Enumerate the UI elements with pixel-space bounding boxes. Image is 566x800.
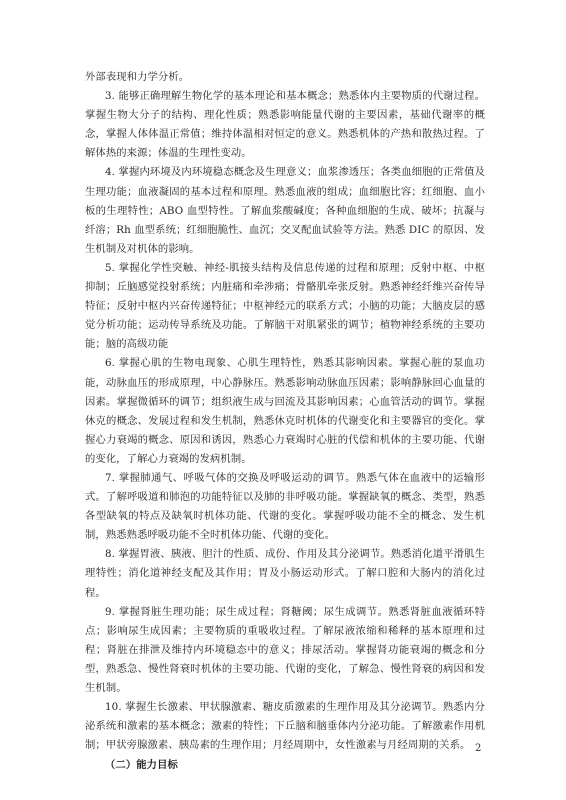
paragraph-item-5: 5. 掌握化学性突触、神经-肌接头结构及信息传递的过程和原理；反射中枢、中枢抑制；丘脑感觉投射系统；内脏痛和牵涉痛；骨骼肌牵张反射。熟悉神经纤维兴奋传导特征；反射中枢内兴奋传递特征；中枢神经元的联系方式；小脑的功能；大脑皮层的感觉分析功能；运动传导系统及功能。了解脑干对肌紧张的调节；植物神经系统的主要功能；脑的高级功能 [85,261,485,351]
paragraph-item-7: 7. 掌握肺通气、呼吸气体的交换及呼吸运动的调节。熟悉气体在血液中的运输形式。了解呼吸道和肺泡的功能特征以及肺的非呼吸功能。掌握缺氧的概念、类型，熟悉各型缺氧的特点及缺氧时机体功能、代谢的变化。掌握呼吸功能不全的概念、发生机制，熟悉熟悉呼吸功能不全时机体功能、代谢的变化。 [85,471,485,542]
page-number: 2 [475,743,482,754]
paragraph-item-10: 10. 掌握生长激素、甲状腺激素、糖皮质激素的生理作用及其分泌调节。熟悉内分泌系统和激素的基本概念；激素的特性；下丘脑和脑垂体内分泌功能。了解激素作用机制；甲状旁腺激素、胰岛素的生理作用；月经周期中，女性激素与月经周期的关系。 [85,701,485,752]
paragraph-item-6: 6. 掌握心肌的生物电现象、心肌生理特性，熟悉其影响因素。掌握心脏的泵血功能，动脉血压的形成原理，中心静脉压。熟悉影响动脉血压因素；影响静脉回心血量的因素。掌握微循环的调节；组织液生成与回流及其影响因素；心血管活动的调节。掌握休克的概念、发展过程和发生机制，熟悉休克时机体的代谢变化和主要器官的变化。掌握心力衰竭的概念、原因和诱因，熟悉心力衰竭时心脏的代偿和机体的主要功能、代谢的变化，了解心力衰竭的发病机制。 [85,357,485,465]
paragraph-item-8: 8. 掌握胃液、胰液、胆汁的性质、成份、作用及其分泌调节。熟悉消化道平滑肌生理特性；消化道神经支配及其作用；胃及小肠运动形式。了解口腔和大肠内的消化过程。 [85,548,485,599]
document-body [85,68,485,775]
paragraph-item-9: 9. 掌握肾脏生理功能；尿生成过程；肾糖阈；尿生成调节。熟悉肾脏血液循环特点；影响尿生成因素；主要物质的重吸收过程。了解尿液浓缩和稀释的基本原理和过程；肾脏在排泄及维持内环境稳态中的意义；排尿活动。掌握肾功能衰竭的概念和分型，熟悉急、慢性肾衰时机体的主要功能、代谢的变化，了解急、慢性肾衰的病因和发生机制。 [85,605,485,694]
paragraph-item-4: 4. 掌握内环境及内环境稳态概念及生理意义；血浆渗透压；各类血细胞的正常值及生理功能；血液凝固的基本过程和原理。熟悉血液的组成；血细胞比容；红细胞、血小板的生理特性；ABO 血型特性。了解血浆酸碱度；各种血细胞的生成、破坏；抗凝与纤溶；Rh 血型系统；红细胞脆性、血沉；交叉配血试验等方法。熟悉 DIC 的原因、发生机制及对机体的影响。 [85,166,485,255]
paragraph-continuation: 外部表现和力学分析。 [85,71,190,83]
section-heading: （二）能力目标 [105,759,178,772]
paragraph-item-3: 3. 能够正确理解生物化学的基本理论和基本概念；熟悉体内主要物质的代谢过程。掌握生物大分子的结构、理化性质；熟悉影响能量代谢的主要因素，基础代谢率的概念，掌握人体体温正常值；维持体温相对恒定的意义。熟悉机体的产热和散热过程。了解体热的来源；体温的生理性变动。 [85,90,485,160]
